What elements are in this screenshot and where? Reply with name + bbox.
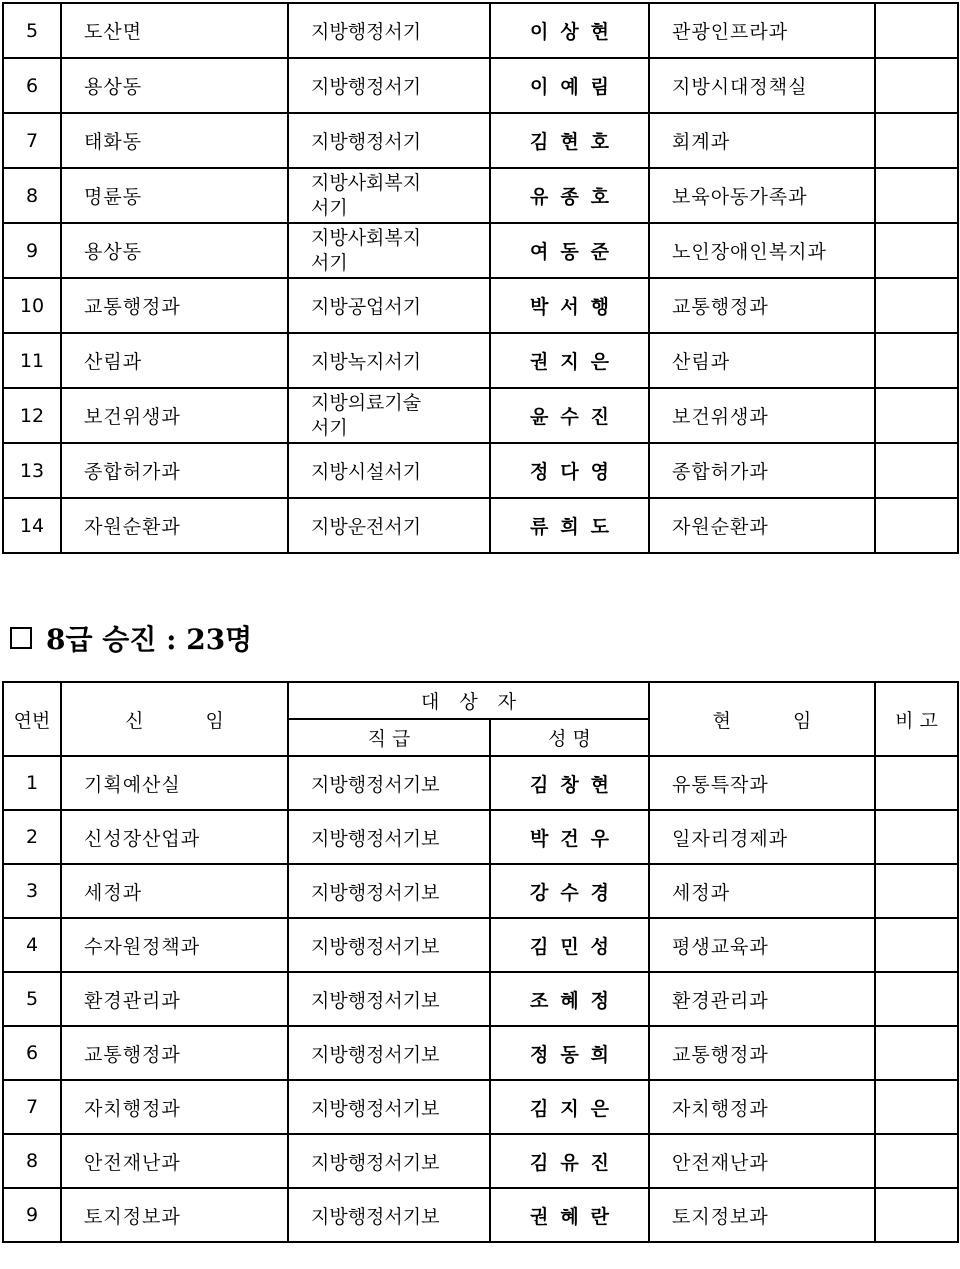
row-number: 11 [3, 333, 61, 388]
person-name-cell: 박건우 [490, 810, 649, 864]
grade-cell: 지방공업서기 [288, 278, 490, 333]
row-number: 6 [3, 58, 61, 113]
person-name-cell: 정다영 [490, 443, 649, 498]
grade-cell: 지방행정서기 [288, 113, 490, 168]
note-cell [875, 113, 958, 168]
new-post-cell: 기획예산실 [61, 756, 288, 810]
grade-cell: 지방행정서기 [288, 3, 490, 58]
note-cell [875, 168, 958, 223]
new-post-cell: 도산면 [61, 3, 288, 58]
person-name-cell: 류희도 [490, 498, 649, 553]
row-number: 5 [3, 3, 61, 58]
person-name-cell: 윤수진 [490, 388, 649, 443]
row-number: 8 [3, 1134, 61, 1188]
row-number: 3 [3, 864, 61, 918]
table-row [3, 1134, 958, 1188]
grade-cell [288, 388, 490, 443]
row-number: 14 [3, 498, 61, 553]
grade8-promotion-table [2, 681, 959, 1243]
grade-line-1: 지방의료기술 [311, 391, 422, 414]
promotion-table-continued [2, 2, 959, 554]
person-name-cell: 박서행 [490, 278, 649, 333]
table-row [3, 918, 958, 972]
note-cell [875, 58, 958, 113]
table-row [3, 58, 958, 113]
table-row [3, 278, 958, 333]
new-post-cell: 토지정보과 [61, 1188, 288, 1242]
person-name-cell: 김현호 [490, 113, 649, 168]
grade-cell [288, 223, 490, 278]
row-number: 10 [3, 278, 61, 333]
table-row [3, 1080, 958, 1134]
table-row [3, 223, 958, 278]
grade-cell: 지방시설서기 [288, 443, 490, 498]
new-post-cell: 산림과 [61, 333, 288, 388]
header-note: 비 고 [875, 682, 958, 756]
row-number: 5 [3, 972, 61, 1026]
current-post-cell: 산림과 [649, 333, 875, 388]
table-row [3, 388, 958, 443]
current-post-cell: 세정과 [649, 864, 875, 918]
new-post-cell: 자치행정과 [61, 1080, 288, 1134]
note-cell [875, 918, 958, 972]
note-cell [875, 443, 958, 498]
header-grade: 직 급 [288, 719, 490, 756]
current-post-cell: 환경관리과 [649, 972, 875, 1026]
person-name-cell: 김유진 [490, 1134, 649, 1188]
new-post-cell: 수자원정책과 [61, 918, 288, 972]
note-cell [875, 1188, 958, 1242]
grade-cell: 지방행정서기보 [288, 918, 490, 972]
note-cell [875, 810, 958, 864]
current-post-cell: 관광인프라과 [649, 3, 875, 58]
note-cell [875, 1026, 958, 1080]
new-post-cell: 보건위생과 [61, 388, 288, 443]
grade-cell: 지방행정서기보 [288, 756, 490, 810]
grade-cell: 지방행정서기 [288, 58, 490, 113]
row-number: 7 [3, 113, 61, 168]
grade-cell: 지방녹지서기 [288, 333, 490, 388]
table-row [3, 498, 958, 553]
grade-cell: 지방행정서기보 [288, 1080, 490, 1134]
grade-line-2: 서기 [311, 416, 348, 439]
current-post-cell: 노인장애인복지과 [649, 223, 875, 278]
table-row [3, 810, 958, 864]
current-post-cell: 보건위생과 [649, 388, 875, 443]
section-heading [10, 618, 252, 658]
current-post-cell: 자치행정과 [649, 1080, 875, 1134]
table-row [3, 168, 958, 223]
header-name: 성 명 [490, 719, 649, 756]
grade-line-1: 지방사회복지 [311, 171, 422, 194]
person-name-cell: 정동희 [490, 1026, 649, 1080]
current-post-cell: 일자리경제과 [649, 810, 875, 864]
grade-cell: 지방운전서기 [288, 498, 490, 553]
person-name-cell: 김지은 [490, 1080, 649, 1134]
new-post-cell: 종합허가과 [61, 443, 288, 498]
person-name-cell: 여동준 [490, 223, 649, 278]
person-name-cell: 이예림 [490, 58, 649, 113]
current-post-cell: 안전재난과 [649, 1134, 875, 1188]
header-no: 연번 [3, 682, 61, 756]
person-name-cell: 조혜정 [490, 972, 649, 1026]
row-number: 9 [3, 1188, 61, 1242]
person-name-cell: 이상현 [490, 3, 649, 58]
grade-cell: 지방행정서기보 [288, 972, 490, 1026]
grade-line-2: 서기 [311, 196, 348, 219]
note-cell [875, 3, 958, 58]
note-cell [875, 756, 958, 810]
grade-line-2: 서기 [311, 251, 348, 274]
section-title: 8급 승진 : 23명 [46, 623, 253, 656]
table-row [3, 3, 958, 58]
current-post-cell: 종합허가과 [649, 443, 875, 498]
current-post-cell: 평생교육과 [649, 918, 875, 972]
current-post-cell: 교통행정과 [649, 278, 875, 333]
new-post-cell: 안전재난과 [61, 1134, 288, 1188]
person-name-cell: 권지은 [490, 333, 649, 388]
current-post-cell: 토지정보과 [649, 1188, 875, 1242]
new-post-cell: 교통행정과 [61, 278, 288, 333]
row-number: 2 [3, 810, 61, 864]
grade-cell: 지방행정서기보 [288, 1188, 490, 1242]
row-number: 13 [3, 443, 61, 498]
header-current-post: 현 임 [649, 682, 875, 756]
row-number: 8 [3, 168, 61, 223]
table-row [3, 756, 958, 810]
new-post-cell: 용상동 [61, 223, 288, 278]
current-post-cell: 교통행정과 [649, 1026, 875, 1080]
note-cell [875, 388, 958, 443]
grade-line-1: 지방사회복지 [311, 226, 422, 249]
row-number: 9 [3, 223, 61, 278]
note-cell [875, 972, 958, 1026]
person-name-cell: 김창현 [490, 756, 649, 810]
table-row [3, 333, 958, 388]
row-number: 4 [3, 918, 61, 972]
grade-cell: 지방행정서기보 [288, 1134, 490, 1188]
current-post-cell: 지방시대정책실 [649, 58, 875, 113]
note-cell [875, 1134, 958, 1188]
current-post-cell: 보육아동가족과 [649, 168, 875, 223]
person-name-cell: 권혜란 [490, 1188, 649, 1242]
person-name-cell: 유종호 [490, 168, 649, 223]
new-post-cell: 세정과 [61, 864, 288, 918]
person-name-cell: 김민성 [490, 918, 649, 972]
table-row [3, 1026, 958, 1080]
header-new-post: 신 임 [61, 682, 288, 756]
grade-cell: 지방행정서기보 [288, 864, 490, 918]
row-number: 1 [3, 756, 61, 810]
note-cell [875, 333, 958, 388]
table-row [3, 113, 958, 168]
new-post-cell: 자원순환과 [61, 498, 288, 553]
note-cell [875, 864, 958, 918]
grade-cell: 지방행정서기보 [288, 1026, 490, 1080]
new-post-cell: 용상동 [61, 58, 288, 113]
new-post-cell: 환경관리과 [61, 972, 288, 1026]
table-row [3, 443, 958, 498]
row-number: 6 [3, 1026, 61, 1080]
note-cell [875, 1080, 958, 1134]
table-row [3, 972, 958, 1026]
current-post-cell: 유통특작과 [649, 756, 875, 810]
current-post-cell: 회계과 [649, 113, 875, 168]
table-row [3, 1188, 958, 1242]
person-name-cell: 강수경 [490, 864, 649, 918]
new-post-cell: 신성장산업과 [61, 810, 288, 864]
current-post-cell: 자원순환과 [649, 498, 875, 553]
new-post-cell: 교통행정과 [61, 1026, 288, 1080]
header-target-group: 대상자 [288, 682, 649, 719]
row-number: 12 [3, 388, 61, 443]
checkbox-square-icon [10, 627, 32, 649]
grade-cell: 지방행정서기보 [288, 810, 490, 864]
row-number: 7 [3, 1080, 61, 1134]
grade-cell [288, 168, 490, 223]
table-row [3, 864, 958, 918]
new-post-cell: 태화동 [61, 113, 288, 168]
note-cell [875, 498, 958, 553]
new-post-cell: 명륜동 [61, 168, 288, 223]
note-cell [875, 223, 958, 278]
note-cell [875, 278, 958, 333]
